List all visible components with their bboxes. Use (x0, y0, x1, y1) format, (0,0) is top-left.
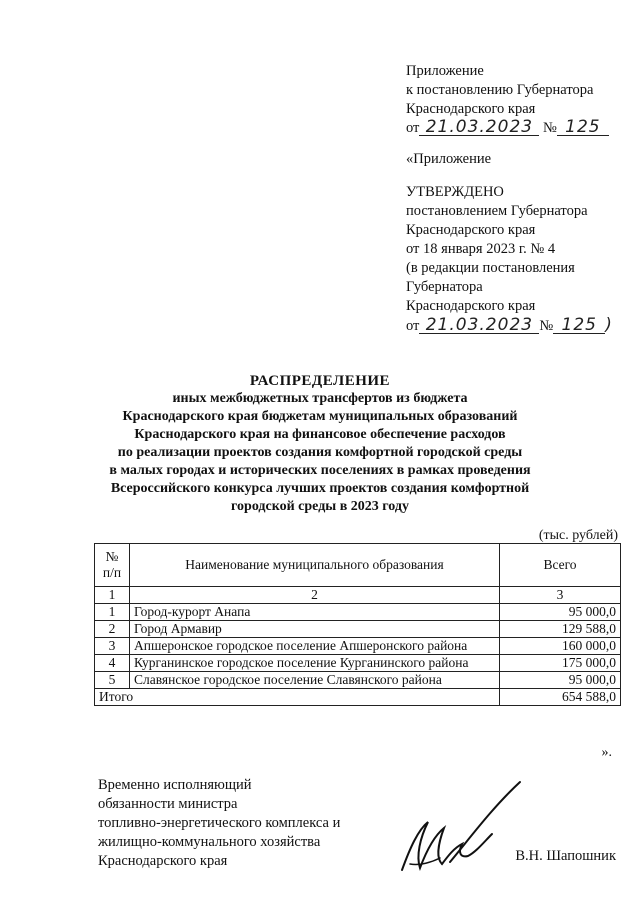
signature-line-3: топливно-энергетического комплекса и (98, 815, 341, 831)
table-row (95, 621, 621, 638)
index-cell: 2 (130, 587, 500, 604)
approved-date-line (406, 316, 613, 336)
approved-heading: УТВЕРЖДЕНО (406, 184, 504, 200)
row-number: 4 (95, 655, 130, 672)
title-line-4: по реализации проектов создания комфортной городской среды (117, 445, 523, 460)
row-number: 2 (95, 621, 130, 638)
title-line-6: Всероссийского конкурса лучших проектов создания комфортной (110, 481, 530, 496)
row-total: 95 000,0 (500, 672, 621, 689)
appendix-line-3: Краснодарского края (406, 101, 536, 117)
date-prefix: от (406, 120, 420, 136)
approval-block (406, 150, 613, 336)
appendix-header (406, 62, 609, 138)
title-line-3: Краснодарского края на финансовое обеспечение расходов (134, 427, 506, 442)
row-number: 5 (95, 672, 130, 689)
number-sign: № (543, 120, 557, 136)
handwritten-number: 125 (553, 317, 605, 334)
handwritten-date: 21.03.2023 (419, 317, 539, 334)
total-label: Итого (95, 689, 500, 706)
table-row (95, 672, 621, 689)
row-total: 95 000,0 (500, 604, 621, 621)
appendix-line-1: Приложение (406, 63, 484, 79)
table-row (95, 655, 621, 672)
row-number: 1 (95, 604, 130, 621)
approved-line-5: Губернатора (406, 279, 483, 295)
date-prefix: от (406, 318, 420, 334)
handwritten-date: 21.03.2023 (419, 119, 539, 136)
row-name: Апшеронское городское поселение Апшеронского района (130, 638, 500, 655)
row-total: 129 588,0 (500, 621, 621, 638)
total-value: 654 588,0 (500, 689, 621, 706)
handwritten-number: 125 (557, 119, 609, 136)
row-total: 160 000,0 (500, 638, 621, 655)
row-number: 3 (95, 638, 130, 655)
distribution-table (94, 543, 621, 706)
approved-line-3: от 18 января 2023 г. № 4 (406, 241, 556, 257)
title-line-1: иных межбюджетных трансфертов из бюджета (172, 391, 468, 406)
title-main: РАСПРЕДЕЛЕНИЕ (249, 373, 391, 389)
title-line-2: Краснодарского края бюджетам муниципальных образований (122, 409, 518, 424)
approved-line-1: постановлением Губернатора (406, 203, 588, 219)
row-total: 175 000,0 (500, 655, 621, 672)
appendix-label: «Приложение (406, 151, 492, 167)
units-label: (тыс. рублей) (538, 528, 618, 543)
approved-line-4: (в редакции постановления (406, 260, 575, 276)
row-name: Город Армавир (130, 621, 500, 638)
close-paren: ) (605, 315, 613, 335)
index-cell: 3 (500, 587, 621, 604)
number-sign: № (539, 318, 554, 334)
document-title (70, 372, 570, 516)
header-name: Наименование муниципального образования (130, 544, 500, 587)
table-index-row (95, 587, 621, 604)
header-total: Всего (500, 544, 621, 587)
signatory-name: В.Н. Шапошник (515, 848, 616, 864)
title-line-7: городской среды в 2023 году (231, 499, 409, 514)
signature-line-5: Краснодарского края (98, 853, 228, 869)
signature-line-2: обязанности министра (98, 796, 238, 812)
row-name: Славянское городское поселение Славянского района (130, 672, 500, 689)
signature-line-1: Временно исполняющий (98, 777, 252, 793)
table-row (95, 638, 621, 655)
title-line-5: в малых городах и исторических поселениях в рамках проведения (109, 463, 531, 478)
table-row (95, 604, 621, 621)
signature-block (98, 776, 340, 871)
index-cell: 1 (95, 587, 130, 604)
table-header-row (95, 544, 621, 587)
handwritten-signature-icon (380, 778, 530, 888)
approved-line-2: Краснодарского края (406, 222, 536, 238)
approved-line-6: Краснодарского края (406, 298, 536, 314)
appendix-date-line (406, 119, 609, 138)
signature-line-4: жилищно-коммунального хозяйства (98, 834, 321, 850)
header-number: № п/п (95, 544, 130, 587)
appendix-line-2: к постановлению Губернатора (406, 82, 594, 98)
table-total-row (95, 689, 621, 706)
row-name: Курганинское городское поселение Курганинского района (130, 655, 500, 672)
closing-quote: ». (601, 745, 612, 760)
row-name: Город-курорт Анапа (130, 604, 500, 621)
